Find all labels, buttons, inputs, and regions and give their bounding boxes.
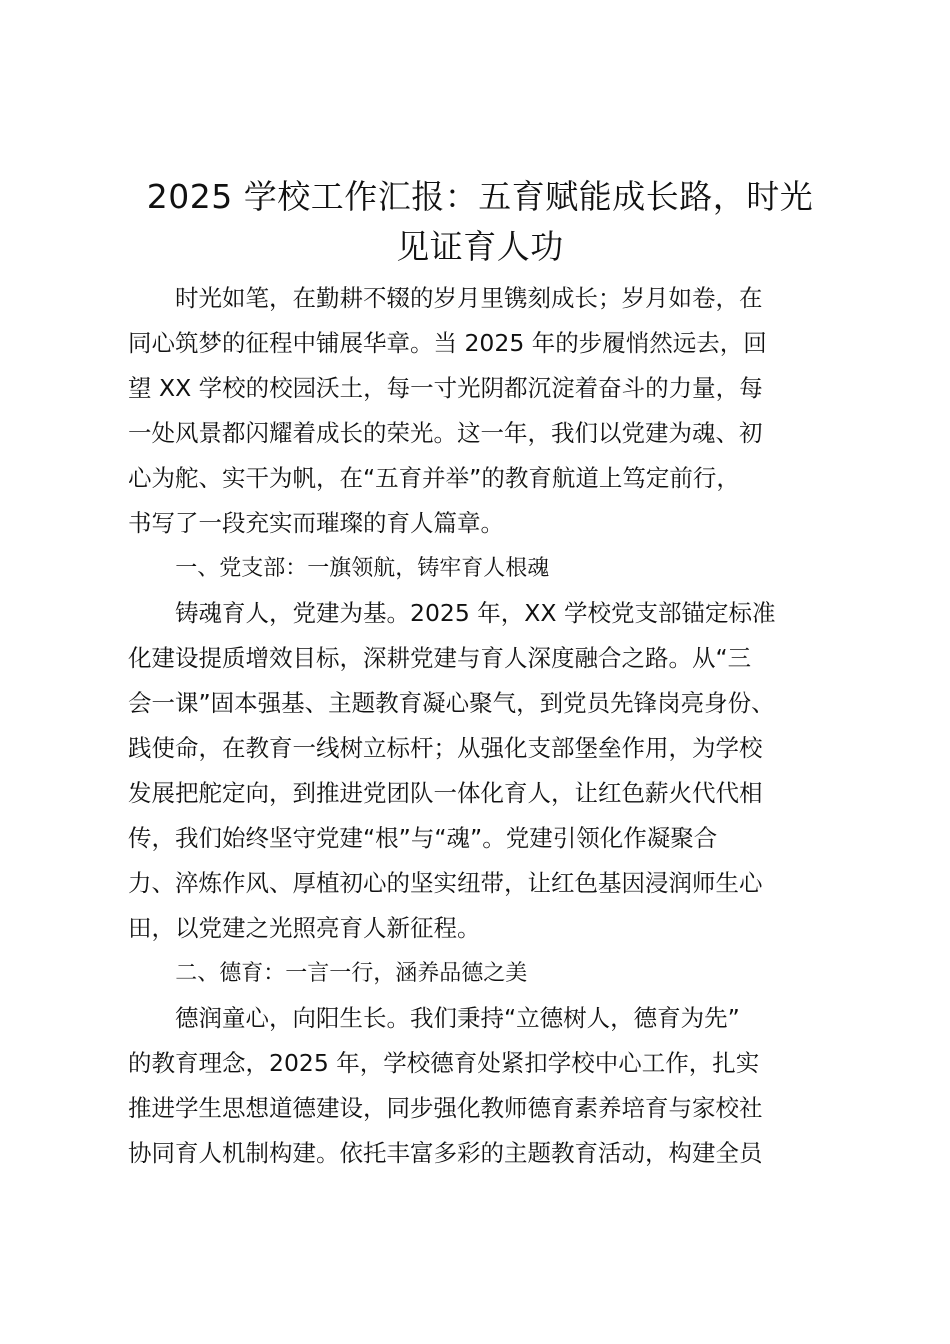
text-line: 心为舵、实干为帆，在“五育并举”的教育航道上笃定前行， (128, 464, 740, 492)
section-heading-moral-education: 二、德育：一言一行，涵养品德之美 (175, 961, 528, 986)
text-line: 铸魂育人，党建为基。2025 年，XX 学校党支部锚定标准 (175, 599, 776, 627)
text-line: 传，我们始终坚守党建“根”与“魂”。党建引领化作凝聚合 (128, 824, 718, 852)
text-line: 化建设提质增效目标，深耕党建与育人深度融合之路。从“三 (128, 644, 752, 672)
section-paragraph-party-branch (128, 591, 832, 951)
document-page (128, 172, 832, 1176)
title-line: 见证育人功 (396, 227, 564, 266)
text-line: 望 XX 学校的校园沃土，每一寸光阴都沉淀着奋斗的力量，每 (128, 374, 763, 402)
text-line: 推进学生思想道德建设，同步强化教师德育素养培育与家校社 (128, 1094, 763, 1122)
text-line: 一处风景都闪耀着成长的荣光。这一年，我们以党建为魂、初 (128, 419, 763, 447)
text-line: 发展把舵定向，到推进党团队一体化育人，让红色薪火代代相 (128, 779, 763, 807)
section-paragraph-moral-education (128, 996, 832, 1176)
text-line: 田，以党建之光照亮育人新征程。 (128, 914, 481, 942)
text-line: 力、淬炼作风、厚植初心的坚实纽带，让红色基因浸润师生心 (128, 869, 763, 897)
section-heading-party-branch: 一、党支部：一旗领航，铸牢育人根魂 (175, 556, 550, 581)
text-line: 德润童心，向阳生长。我们秉持“立德树人，德育为先” (175, 1004, 740, 1032)
intro-paragraph (128, 276, 832, 546)
text-line: 会一课”固本强基、主题教育凝心聚气，到党员先锋岗亮身份、 (128, 689, 775, 717)
text-line: 书写了一段充实而璀璨的育人篇章。 (128, 509, 504, 537)
text-line: 时光如笔，在勤耕不辍的岁月里镌刻成长；岁月如卷，在 (175, 284, 763, 312)
title-line: 2025 学校工作汇报：五育赋能成长路，时光 (146, 177, 814, 216)
text-line: 同心筑梦的征程中铺展华章。当 2025 年的步履悄然远去，回 (128, 329, 767, 357)
text-line: 协同育人机制构建。依托丰富多彩的主题教育活动，构建全员 (128, 1139, 763, 1167)
document-title (128, 172, 832, 272)
text-line: 践使命，在教育一线树立标杆；从强化支部堡垒作用，为学校 (128, 734, 763, 762)
text-line: 的教育理念，2025 年，学校德育处紧扣学校中心工作，扎实 (128, 1049, 760, 1077)
